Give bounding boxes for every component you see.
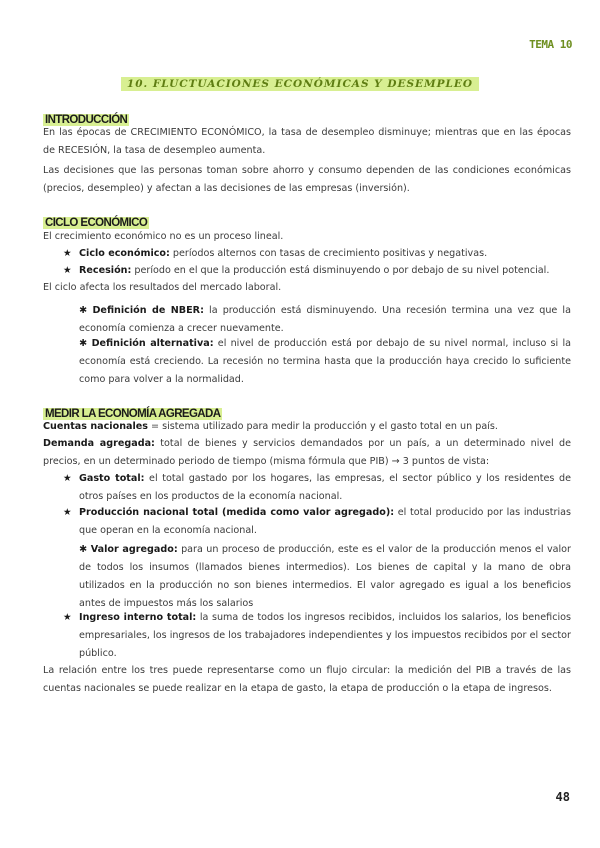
cuentas-nacionales bbox=[43, 418, 571, 436]
final-paragraph: La relación entre los tres puede representarse como un flujo circular: la medición del PIB a través de las cuentas nacionales se puede realizar en la etapa de gasto, la etapa de producción o la etapa de ingresos. bbox=[43, 665, 571, 694]
text: = sistema utilizado para medir la producción y el gasto total en un país. bbox=[148, 421, 498, 432]
star-icon: ★ bbox=[63, 248, 72, 259]
bullet-term: Producción nacional total (medida como valor agregado): bbox=[79, 507, 395, 518]
title-wrapper bbox=[0, 72, 600, 91]
bullet-ingreso-interno bbox=[63, 609, 571, 663]
bullet-term: Gasto total: bbox=[79, 473, 145, 484]
page-number: 48 bbox=[555, 790, 570, 804]
intro-paragraph-1: En las épocas de CRECIMIENTO ECONÓMICO, la tasa de desempleo disminuye; mientras que en las épocas de RECESIÓN, la tasa de desempleo aumenta. bbox=[43, 127, 571, 156]
bullet-text: períodos alternos con tasas de crecimiento positivas y negativas. bbox=[169, 248, 488, 259]
bullet-text: período en el que la producción está disminuyendo o por debajo de su nivel potencial. bbox=[131, 265, 550, 276]
star-icon: ★ bbox=[63, 507, 72, 518]
star-icon: ★ bbox=[63, 265, 72, 276]
definition-term: Definición alternativa: bbox=[91, 338, 214, 349]
asterisk-icon: ✱ bbox=[79, 338, 88, 349]
valor-agregado bbox=[79, 541, 571, 613]
definition-text: el nivel de producción está por debajo de su nivel normal, incluso si la economía está creciendo. La recesión no termina hasta que la producción haya crecido lo suficiente como para volver a la normalidad. bbox=[79, 338, 571, 385]
star-icon: ★ bbox=[63, 612, 72, 623]
chapter-label: TEMA 10 bbox=[529, 38, 572, 51]
term: Cuentas nacionales bbox=[43, 421, 148, 432]
definition-nber bbox=[79, 302, 571, 338]
intro-paragraph-2: Las decisiones que las personas toman sobre ahorro y consumo dependen de las condiciones económicas (precios, desempleo) y afectan a las decisiones de las empresas (inversión). bbox=[43, 165, 571, 194]
demanda-agregada bbox=[43, 435, 571, 471]
definition-term: Valor agregado: bbox=[90, 544, 178, 555]
star-icon: ★ bbox=[63, 473, 72, 484]
bullet-recesion bbox=[63, 262, 571, 280]
bullet-text: la suma de todos los ingresos recibidos, incluidos los salarios, los beneficios empresariales, los ingresos de los trabajadores independientes y los impuestos recibidos por el sector público. bbox=[79, 612, 571, 659]
medir-heading: MEDIR LA ECONOMÍA AGREGADA bbox=[45, 408, 221, 420]
asterisk-icon: ✱ bbox=[79, 544, 88, 555]
definition-alternativa bbox=[79, 335, 571, 389]
text: total de bienes y servicios demandados por un país, a un determinado nivel de precios, en un determinado periodo de tiempo (misma fórmula que PIB) → 3 puntos de vista: bbox=[43, 438, 571, 467]
bullet-ciclo-economico bbox=[63, 245, 571, 263]
bullet-term: Recesión: bbox=[79, 265, 132, 276]
bullet-term: Ciclo económico: bbox=[79, 248, 170, 259]
definition-text: para un proceso de producción, este es el valor de la producción menos el valor de todos los insumos (llamados bienes intermedios). Los bienes de capital y la mano de obra utilizados en la producción no son bienes intermedios. El valor agregado es igual a los beneficios antes de impuestos más los salarios bbox=[79, 544, 571, 609]
page-title: 10. FLUCTUACIONES ECONÓMICAS Y DESEMPLEO bbox=[121, 77, 479, 91]
ciclo-heading: CICLO ECONÓMICO bbox=[45, 217, 148, 229]
asterisk-icon: ✱ bbox=[79, 305, 88, 316]
bullet-text: el total gastado por los hogares, las empresas, el sector público y los residentes de otros países en los productos de la economía nacional. bbox=[79, 473, 571, 502]
term: Demanda agregada: bbox=[43, 438, 155, 449]
definition-text: la producción está disminuyendo. Una recesión termina una vez que la economía comienza a crecer nuevamente. bbox=[79, 305, 571, 334]
bullet-term: Ingreso interno total: bbox=[79, 612, 197, 623]
ciclo-paragraph-1: El crecimiento económico no es un proceso lineal. bbox=[43, 231, 284, 242]
bullet-text: el total producido por las industrias que operan en la economía nacional. bbox=[79, 507, 571, 536]
intro-heading: INTRODUCCIÓN bbox=[45, 114, 128, 126]
bullet-gasto-total bbox=[63, 470, 571, 506]
bullet-produccion-nacional bbox=[63, 504, 571, 540]
ciclo-paragraph-2: El ciclo afecta los resultados del mercado laboral. bbox=[43, 282, 282, 293]
definition-term: Definición de NBER: bbox=[92, 305, 204, 316]
